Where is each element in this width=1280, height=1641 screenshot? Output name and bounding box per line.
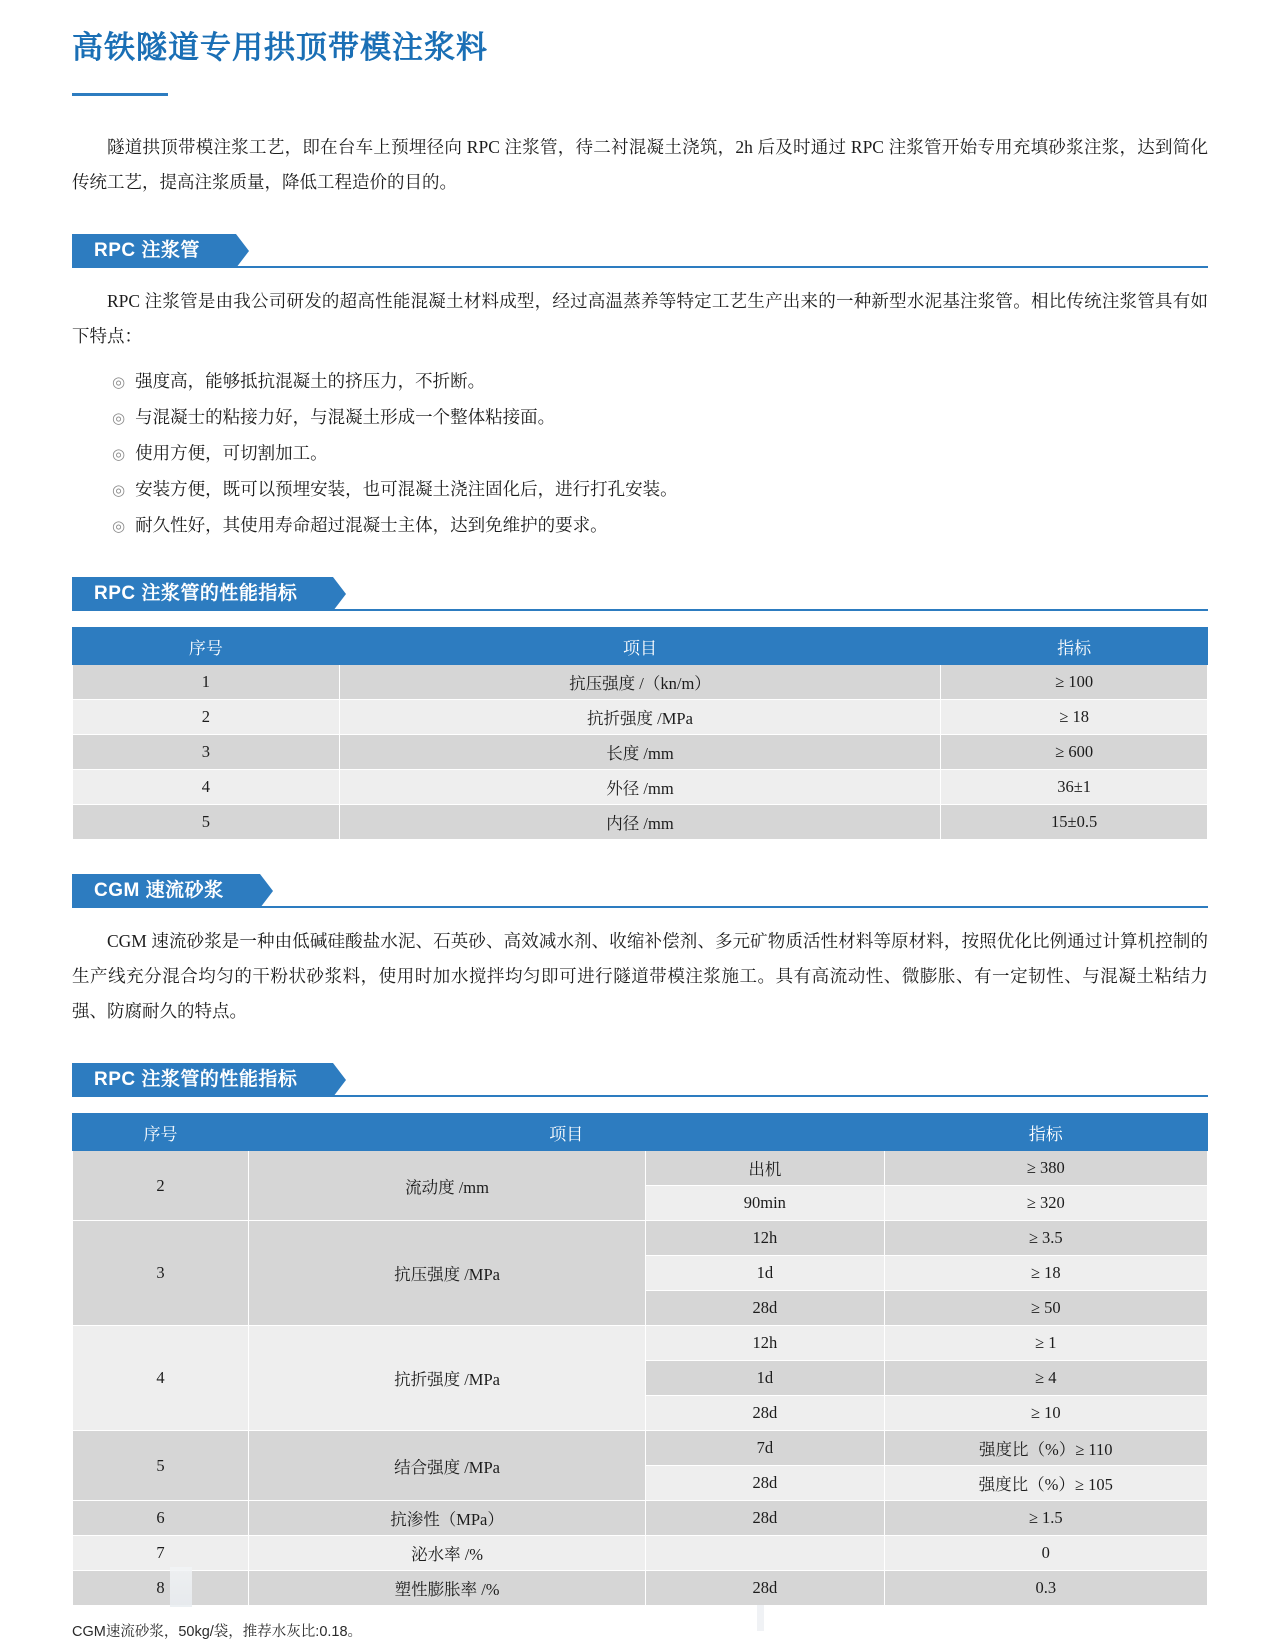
cell-no: 3: [73, 735, 340, 770]
table-row: [73, 1221, 1208, 1256]
cell-index: ≥ 100: [941, 665, 1208, 700]
list-item-label: 安装方便，既可以预埋安装，也可混凝土浇注固化后，进行打孔安装。: [135, 478, 678, 499]
cell-index: ≥ 380: [884, 1151, 1207, 1186]
cell-index: 0: [884, 1536, 1207, 1571]
bullet-icon: ◎: [112, 482, 126, 499]
cell-item: 流动度 /mm: [248, 1151, 645, 1221]
list-item-label: 耐久性好，其使用寿命超过混凝士主体，达到免维护的要求。: [135, 514, 608, 535]
bullet-icon: ◎: [112, 518, 126, 535]
background-artifact-secondary: [757, 1605, 764, 1631]
cell-no: 3: [73, 1221, 249, 1326]
cell-no: 2: [73, 1151, 249, 1221]
cell-index: ≥ 4: [884, 1361, 1207, 1396]
cell-condition: 1d: [646, 1361, 884, 1396]
cell-item: 抗压强度 /MPa: [248, 1221, 645, 1326]
column-header-no: 序号: [73, 628, 340, 665]
section-heading-cgm-table: [72, 1063, 1208, 1097]
cell-condition: [646, 1536, 884, 1571]
cgm-paragraph: CGM 速流砂浆是一种由低碱硅酸盐水泥、石英砂、高效减水剂、收缩补偿剂、多元矿物质活性材料等原材料，按照优化比例通过计算机控制的生产线充分混合均匀的干粉状砂浆料，使用时加水搅拌均匀即可进行隧道带模注浆施工。具有高流动性、微膨胀、有一定韧性、与混凝土粘结力强、防腐耐久的特点。: [72, 931, 1208, 1022]
cell-no: 1: [73, 665, 340, 700]
cell-item: 长度 /mm: [339, 735, 941, 770]
cell-item: 抗折强度 /MPa: [248, 1326, 645, 1431]
column-header-item: 项目: [248, 1114, 884, 1151]
cell-condition: 7d: [646, 1431, 884, 1466]
cell-no: 6: [73, 1501, 249, 1536]
cell-index: 36±1: [941, 770, 1208, 805]
background-artifact: [170, 1567, 192, 1607]
table-row: [73, 1151, 1208, 1186]
list-item-label: 强度高，能够抵抗混凝土的挤压力，不折断。: [135, 371, 486, 391]
cell-no: 8: [73, 1571, 249, 1606]
cell-condition: 28d: [646, 1466, 884, 1501]
cell-no: 2: [73, 700, 340, 735]
table-header-row: [73, 628, 1208, 665]
section-heading-rpc-table: [72, 577, 1208, 611]
table-row: [73, 770, 1208, 805]
column-header-index: 指标: [941, 628, 1208, 665]
rpc-feature-list: [72, 364, 1208, 543]
list-item: [112, 436, 1208, 472]
cell-item: 内径 /mm: [339, 805, 941, 840]
table-row: [73, 1501, 1208, 1536]
section-heading-rpc-label: RPC 注浆管: [72, 234, 236, 268]
cell-condition: 28d: [646, 1571, 884, 1606]
cell-item: 塑性膨胀率 /%: [248, 1571, 645, 1606]
cell-index: ≥ 1.5: [884, 1501, 1207, 1536]
title-divider: [72, 93, 168, 96]
section-heading-cgm-label: CGM 速流砂浆: [72, 874, 260, 908]
bullet-icon: ◎: [112, 375, 126, 391]
cell-item: 抗渗性（MPa）: [248, 1501, 645, 1536]
cell-index: ≥ 18: [941, 700, 1208, 735]
table-row: [73, 1431, 1208, 1466]
footnote: CGM速流砂浆，50kg/袋，推荐水灰比:0.18。: [72, 1624, 363, 1641]
cell-condition: 28d: [646, 1291, 884, 1326]
column-header-no: 序号: [73, 1114, 249, 1151]
list-item: [112, 400, 1208, 436]
cell-index: ≥ 50: [884, 1291, 1207, 1326]
list-item-label: 与混凝士的粘接力好，与混凝土形成一个整体粘接面。: [135, 406, 556, 427]
cell-item: 外径 /mm: [339, 770, 941, 805]
cell-condition: 12h: [646, 1326, 884, 1361]
column-header-index: 指标: [884, 1114, 1207, 1151]
section-heading-cgm-table-label: RPC 注浆管的性能指标: [72, 1063, 333, 1097]
cell-condition: 1d: [646, 1256, 884, 1291]
cell-condition: 12h: [646, 1221, 884, 1256]
cgm-spec-table: [72, 1113, 1208, 1606]
list-item: [112, 508, 1208, 544]
list-item: [112, 364, 1208, 400]
cell-condition: 28d: [646, 1501, 884, 1536]
table-row: [73, 805, 1208, 840]
column-header-item: 项目: [339, 628, 941, 665]
cell-no: 5: [73, 805, 340, 840]
section-heading-cgm: [72, 874, 1208, 908]
table-row: [73, 665, 1208, 700]
table-row: [73, 735, 1208, 770]
cell-index: ≥ 600: [941, 735, 1208, 770]
cell-index: 0.3: [884, 1571, 1207, 1606]
page-title: 高铁隧道专用拱顶带模注浆料: [72, 30, 488, 65]
cell-index: ≥ 18: [884, 1256, 1207, 1291]
cell-item: 结合强度 /MPa: [248, 1431, 645, 1501]
table-row: [73, 700, 1208, 735]
table-header-row: [73, 1114, 1208, 1151]
cell-no: 4: [73, 770, 340, 805]
cell-index: ≥ 320: [884, 1186, 1207, 1221]
section-heading-rpc: [72, 234, 1208, 268]
intro-paragraph: 隧道拱顶带模注浆工艺，即在台车上预埋径向 RPC 注浆管，待二衬混凝土浇筑，2h 后及时通过 RPC 注浆管开始专用充填砂浆注浆，达到简化传统工艺，提高注浆质量，降低工程造价的目的。: [72, 137, 1208, 192]
list-item: [112, 472, 1208, 508]
cell-index: ≥ 10: [884, 1396, 1207, 1431]
cell-no: 5: [73, 1431, 249, 1501]
cell-item: 泌水率 /%: [248, 1536, 645, 1571]
cell-index: ≥ 3.5: [884, 1221, 1207, 1256]
rpc-paragraph: RPC 注浆管是由我公司研发的超高性能混凝土材料成型，经过高温蒸养等特定工艺生产出来的一种新型水泥基注浆管。相比传统注浆管具有如下特点：: [72, 291, 1208, 346]
cell-index: ≥ 1: [884, 1326, 1207, 1361]
cell-item: 抗压强度 /（kn/m）: [339, 665, 941, 700]
cell-index: 强度比（%）≥ 110: [884, 1431, 1207, 1466]
table-row: [73, 1571, 1208, 1606]
rpc-spec-table: [72, 627, 1208, 840]
cell-condition: 90min: [646, 1186, 884, 1221]
cell-index: 强度比（%）≥ 105: [884, 1466, 1207, 1501]
section-heading-rpc-table-label: RPC 注浆管的性能指标: [72, 577, 333, 611]
bullet-icon: ◎: [112, 446, 126, 463]
cell-no: 7: [73, 1536, 249, 1571]
cell-condition: 出机: [646, 1151, 884, 1186]
cell-item: 抗折强度 /MPa: [339, 700, 941, 735]
cell-no: 4: [73, 1326, 249, 1431]
cell-condition: 28d: [646, 1396, 884, 1431]
list-item-label: 使用方便，可切割加工。: [135, 442, 328, 463]
cell-index: 15±0.5: [941, 805, 1208, 840]
table-row: [73, 1326, 1208, 1361]
table-row: [73, 1536, 1208, 1571]
bullet-icon: ◎: [112, 410, 126, 427]
